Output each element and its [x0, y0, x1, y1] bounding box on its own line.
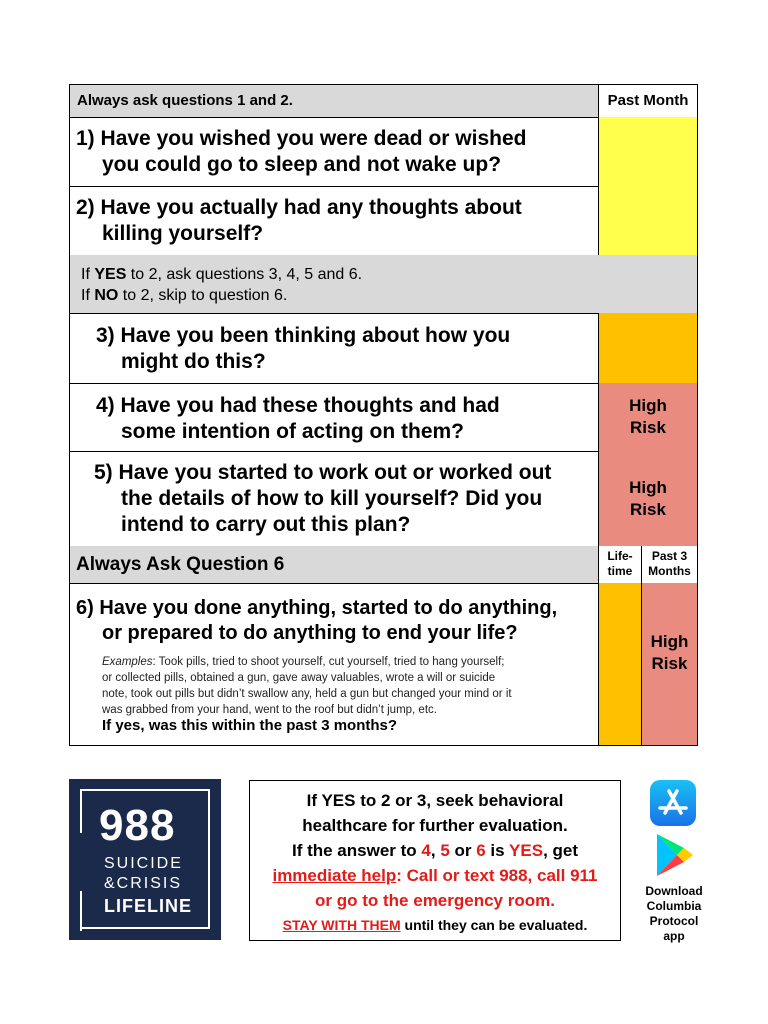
logo-suicide: SUICIDE: [104, 855, 183, 872]
advice-text: [249, 788, 621, 938]
q6-lifetime-cell[interactable]: [598, 583, 642, 746]
q6-line1: Have you done anything, started to do anything,: [99, 597, 558, 619]
q4-line2: some intention of acting on them?: [121, 420, 464, 443]
q1-number: 1): [76, 127, 95, 150]
q6-risk-risk: Risk: [651, 654, 688, 673]
q4-risk-cell[interactable]: [598, 383, 698, 452]
advice-line3: [249, 838, 621, 863]
q5-risk-cell[interactable]: [598, 451, 698, 547]
advice-q5: 5: [440, 841, 450, 860]
q3-line1: Have you been thinking about how you: [120, 324, 511, 347]
instr2-no: NO: [94, 287, 119, 304]
app-caption-l4: app: [663, 929, 685, 943]
advice-line6: [249, 913, 621, 938]
q4-line1: Have you had these thoughts and had: [120, 394, 500, 417]
examples-line1: : Took pills, tried to shoot yourself, cut yourself, tried to hang yourself;: [152, 656, 505, 668]
q3-text: [96, 323, 596, 375]
advice-q6: 6: [476, 841, 486, 860]
q2-answer-cell[interactable]: [598, 186, 698, 256]
header-instruction: Always ask questions 1 and 2.: [77, 92, 293, 109]
logo-frame-left-bottom: [80, 891, 82, 931]
q6-risk-high: High: [650, 632, 689, 651]
q5-number: 5): [94, 461, 113, 484]
advice-l3-a: If the answer to: [291, 841, 422, 860]
past3-label-a: Past 3: [651, 549, 688, 563]
past3-label-b: Months: [648, 564, 691, 578]
q5-risk-risk: Risk: [630, 499, 666, 519]
q4-risk-high: High: [629, 396, 667, 415]
advice-immediate-help: immediate help: [272, 866, 397, 885]
advice-line2: healthcare for further evaluation.: [302, 816, 568, 835]
app-caption-l1: Download: [645, 884, 703, 898]
advice-l3-comma: ,: [430, 841, 441, 860]
examples-line4: was grabbed from your hand, went to the roof but didn’t jump, etc.: [102, 704, 437, 716]
lifetime-label-a: Life-: [607, 549, 633, 563]
q2-line2: killing yourself?: [102, 222, 264, 245]
google-play-icon[interactable]: [653, 832, 695, 878]
q6-number: 6): [76, 597, 94, 619]
q6-risk-cell[interactable]: [641, 583, 698, 746]
q1-line2: you could go to sleep and not wake up?: [102, 153, 502, 176]
q6-text: [76, 596, 596, 646]
logo-number: 988: [99, 801, 176, 850]
q5-line1: Have you started to work out or worked out: [118, 461, 552, 484]
examples-line2: or collected pills, obtained a gun, gave away valuables, wrote a will or suicide: [102, 672, 496, 684]
advice-line1: If YES to 2 or 3, seek behavioral: [306, 791, 564, 810]
instr1-yes: YES: [94, 266, 127, 283]
lifetime-label-b: time: [607, 564, 633, 578]
instr2-post: to 2, skip to question 6.: [118, 287, 288, 304]
header-past-month: Past Month: [607, 92, 689, 109]
lifetime-label: [598, 549, 642, 579]
examples-line3: note, took out pills but didn’t swallow any, held a gun but changed your mind or it: [102, 688, 512, 700]
q2-line1: Have you actually had any thoughts about: [100, 196, 522, 219]
app-caption-l3: Protocol: [649, 914, 699, 928]
advice-line5: or go to the emergency room.: [315, 891, 555, 910]
q5-line3: intend to carry out this plan?: [121, 513, 411, 536]
instruction-text: [81, 264, 362, 306]
advice-yes: YES: [509, 841, 544, 860]
app-download-caption: [628, 884, 720, 944]
advice-q4: 4: [421, 841, 431, 860]
logo-crisis: &CRISIS: [104, 875, 183, 892]
q3-answer-cell[interactable]: [598, 313, 698, 384]
instr1-pre: If: [81, 266, 95, 283]
advice-l3-or: or: [449, 841, 477, 860]
advice-line4: [249, 863, 621, 888]
instr1-post: to 2, ask questions 3, 4, 5 and 6.: [126, 266, 363, 283]
q1-answer-cell[interactable]: [598, 117, 698, 187]
app-store-icon[interactable]: [650, 780, 696, 826]
instr2-pre: If: [81, 287, 95, 304]
advice-stay-with-them: STAY WITH THEM: [282, 917, 401, 933]
q6-examples: [102, 654, 597, 718]
q6-line2: or prepared to do anything to end your life?: [102, 622, 518, 644]
q4-number: 4): [96, 394, 115, 417]
q4-risk-risk: Risk: [630, 418, 666, 437]
app-caption-l2: Columbia: [646, 899, 702, 913]
q3-line2: might do this?: [121, 350, 266, 373]
advice-l3-end: , get: [543, 841, 579, 860]
q5-text: [94, 460, 599, 538]
logo-lifeline: LIFELINE: [104, 896, 192, 916]
q2-text: [76, 195, 596, 247]
q5-risk-high: High: [629, 477, 667, 497]
q4-text: [96, 393, 596, 445]
q5-line2: the details of how to kill yourself? Did you: [121, 487, 543, 510]
past3-label: [641, 549, 698, 579]
q1-text: [76, 126, 596, 178]
q3-number: 3): [96, 324, 115, 347]
q6-followup: If yes, was this within the past 3 months?: [102, 717, 398, 734]
app-store-glyph: [650, 780, 696, 826]
q2-number: 2): [76, 196, 95, 219]
google-play-glyph: [653, 832, 695, 878]
examples-label: Examples: [102, 656, 153, 668]
q1-line1: Have you wished you were dead or wished: [100, 127, 527, 150]
advice-l3-is: is: [485, 841, 510, 860]
section2-title: Always Ask Question 6: [76, 554, 285, 575]
advice-l4-rest: : Call or text 988, call 911: [396, 866, 598, 885]
advice-l6-rest: until they can be evaluated.: [400, 917, 588, 933]
logo-frame-left-top: [80, 789, 82, 833]
lifeline-logo: [69, 779, 221, 940]
